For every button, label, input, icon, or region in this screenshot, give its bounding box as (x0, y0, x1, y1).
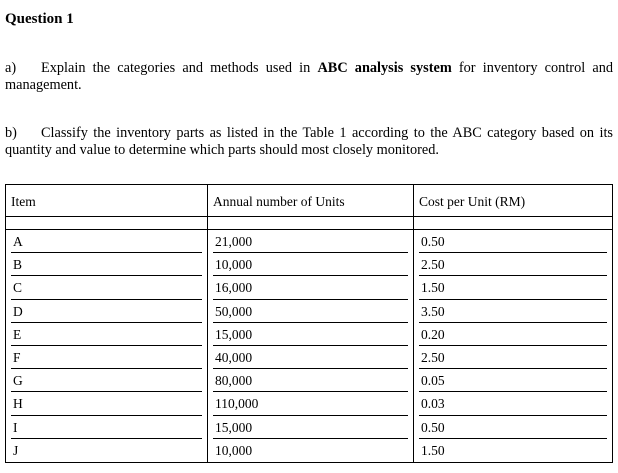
part-b-text: Classify the inventory parts as listed in the Table 1 according to the ABC category based on its quantity and value to determine which parts should most closely monitored. (5, 125, 613, 158)
question-title: Question 1 (5, 11, 74, 27)
units-cell: 21,000 (213, 230, 408, 253)
cost-cell: 1.50 (421, 442, 445, 458)
cost-cell: 0.20 (419, 323, 607, 346)
inventory-table (5, 184, 613, 463)
spacer-cell (208, 217, 414, 230)
table-header-row (6, 185, 613, 217)
cost-column (414, 230, 613, 463)
part-a-text-1: Explain the categories and methods used in (41, 60, 318, 76)
cost-cell: 0.03 (419, 392, 607, 415)
cost-cell: 1.50 (419, 276, 607, 299)
item-cell: D (11, 300, 202, 323)
part-a-paragraph (5, 60, 613, 94)
item-cell: I (11, 416, 202, 439)
item-cell: E (11, 323, 202, 346)
spacer-cell (414, 217, 613, 230)
header-annual-units: Annual number of Units (208, 185, 414, 217)
cost-cell: 0.50 (419, 416, 607, 439)
item-cell: A (11, 230, 202, 253)
table-spacer-row (6, 217, 613, 230)
units-cell: 40,000 (213, 346, 408, 369)
units-cell: 10,000 (215, 442, 253, 458)
units-cell: 16,000 (213, 276, 408, 299)
item-column (6, 230, 208, 463)
units-cell: 80,000 (213, 369, 408, 392)
units-cell: 110,000 (213, 392, 408, 415)
spacer-cell (6, 217, 208, 230)
cost-cell: 0.05 (419, 369, 607, 392)
units-cell: 15,000 (213, 323, 408, 346)
cost-cell: 2.50 (419, 346, 607, 369)
item-cell: G (11, 369, 202, 392)
header-cost-per-unit: Cost per Unit (RM) (414, 185, 613, 217)
cost-cell: 0.50 (419, 230, 607, 253)
units-column (208, 230, 414, 463)
part-b-paragraph (5, 125, 613, 159)
header-item: Item (6, 185, 208, 217)
table-body-row (6, 230, 613, 463)
item-cell: H (11, 392, 202, 415)
part-a-label: a) (5, 60, 17, 76)
units-cell: 10,000 (213, 253, 408, 276)
item-cell: F (11, 346, 202, 369)
item-cell: B (11, 253, 202, 276)
part-a-text-bold: ABC analysis system (317, 60, 452, 76)
units-cell: 50,000 (213, 300, 408, 323)
part-b-label: b) (5, 125, 17, 141)
part-a-text-2: for inventory control and management. (5, 60, 613, 93)
units-cell: 15,000 (213, 416, 408, 439)
item-cell: C (11, 276, 202, 299)
cost-cell: 3.50 (419, 300, 607, 323)
item-cell: J (13, 442, 19, 458)
cost-cell: 2.50 (419, 253, 607, 276)
